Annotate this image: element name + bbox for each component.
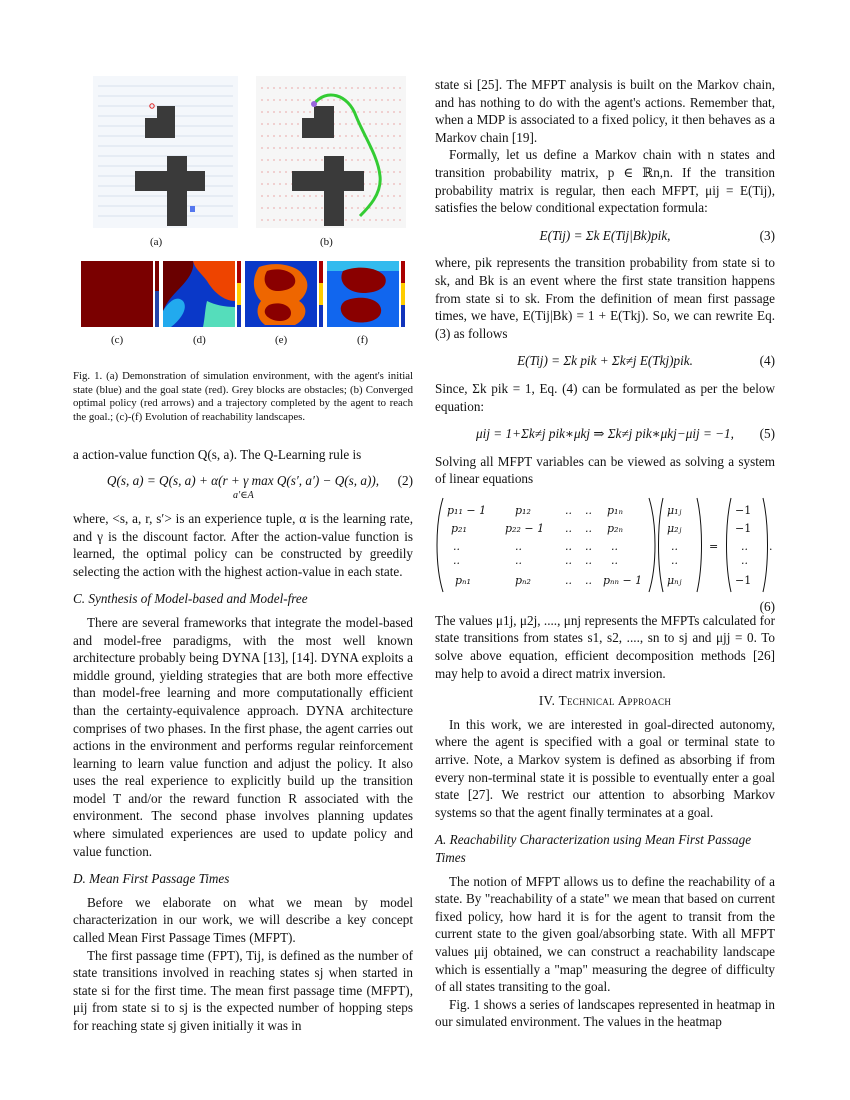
figure-panel-e: [245, 261, 323, 327]
svg-text:p₁₂: p₁₂: [515, 503, 531, 517]
svg-text:pₙₙ − 1: pₙₙ − 1: [603, 573, 643, 587]
svg-text:=: =: [709, 539, 719, 553]
svg-text:..: ..: [741, 553, 748, 567]
svg-text:−1: −1: [735, 573, 752, 587]
svg-text:..: ..: [453, 539, 460, 553]
right-paragraph-9: Fig. 1 shows a series of landscapes represented in heatmap in our simulated environment. The values in the heatmap: [435, 996, 775, 1030]
left-paragraph-3: There are several frameworks that integrate the model-based and model-free paradigms, with the most well known architecture probably being DYNA [13], [14]. DYNA exploits a middle ground, yielding strategies that are both more effective than model-free learning and more computationally efficient than the certainty-equivalence approach. DYNA architecture comprises of two phases. In the first phase, the agent carries out actions in the environment and performs regular reinforcement learning to learn value function and adjust the policy. It also uses the real experience to explicitly build up the transition model T and/or the reward function R associated with the environment. The second phase involves planning updates where simulated experiences are used to update policy and value function.: [73, 614, 413, 859]
svg-text:pₙ₂: pₙ₂: [515, 573, 531, 587]
equation-2: [73, 472, 413, 502]
equation-4-body: E(Tij) = Σk pik + Σk≠j E(Tkj)pik.: [517, 353, 693, 369]
svg-text:..: ..: [611, 553, 618, 567]
svg-text:p₁₁ − 1: p₁₁ − 1: [447, 503, 487, 517]
equation-2-body: Q(s, a) = Q(s, a) + α(r + γ max Q(s′, a′) − Q(s, a)),: [106, 472, 380, 488]
equation-6-number: (6): [759, 598, 775, 614]
panel-label-d: (d): [193, 334, 206, 346]
svg-text:μ₂ⱼ: μ₂ⱼ: [667, 521, 682, 535]
svg-text:−1: −1: [735, 521, 752, 535]
section-d-heading: D. Mean First Passage Times: [73, 871, 230, 887]
svg-text:..: ..: [585, 521, 592, 535]
svg-text:−1: −1: [735, 503, 752, 517]
left-paragraph-1: a action-value function Q(s, a). The Q-Learning rule is: [73, 447, 362, 463]
svg-text:..: ..: [565, 521, 572, 535]
equation-2-subscript: a′∈A: [233, 489, 254, 501]
panel-label-f: (f): [357, 334, 368, 346]
svg-text:..: ..: [515, 539, 522, 553]
figure-caption: Fig. 1. (a) Demonstration of simulation environment, with the agent's initial state (blue) and the goal state (red). Grey blocks are obstacles; (b) Converged optimal policy (red arrows) and a trajectory completed by the agent to reach the goal.; (c)-(f) Evolution of reachability landscapes.: [73, 370, 413, 423]
figure-panel-d: [163, 261, 241, 327]
svg-text:μₙⱼ: μₙⱼ: [667, 573, 682, 587]
equation-3-number: (3): [759, 227, 775, 243]
figure-panel-b: [256, 76, 406, 228]
matrix-equation: [435, 494, 775, 596]
right-paragraph-5: Solving all MFPT variables can be viewed as solving a system of linear equations: [435, 453, 775, 487]
svg-text:..: ..: [611, 539, 618, 553]
equation-2-number: (2): [397, 472, 413, 488]
section-iv-heading: IV. Technical Approach: [538, 693, 672, 709]
svg-text:pₙ₁: pₙ₁: [455, 573, 471, 587]
svg-text:p₂ₙ: p₂ₙ: [607, 521, 623, 535]
svg-text:..: ..: [585, 573, 592, 587]
left-paragraph-4: Before we elaborate on what we mean by model characterization in our work, we will describe a key concept called Mean First Passage Times (MFPT).: [73, 894, 413, 946]
svg-text:..: ..: [585, 503, 592, 517]
svg-text:..: ..: [671, 553, 678, 567]
right-paragraph-6: The values μ1j, μ2j, ...., μnj represents the MFPTs calculated for state transitions from states s1, s2, ...., sn to sj and μjj = 0. To solve above equation, efficient decomposition methods [26] may help to avoid a direct matrix inversion.: [435, 612, 775, 681]
right-paragraph-8: The notion of MFPT allows us to define the reachability of a state. By "reachability of a state" we mean that based on current fixed policy, how hard it is for the agent to transit from the current state to the given goal/absorbing state. With all MFPT values μij obtained, we can construct a reachability landscape which is essentially a "map" measuring the degree of difficulty of all states transiting to the goal.: [435, 873, 775, 995]
right-paragraph-4: Since, Σk pik = 1, Eq. (4) can be formulated as per the below equation:: [435, 380, 775, 414]
panel-label-b: (b): [320, 236, 333, 248]
svg-text:..: ..: [585, 539, 592, 553]
right-paragraph-2: Formally, let us define a Markov chain with n states and transition probability matrix, p ∈ ℝn,n. If the transition probability matrix is regular, then each MFPT, μij = E(Tij), satisfies the below conditional expectation formula:: [435, 147, 775, 216]
svg-text:..: ..: [515, 553, 522, 567]
svg-text:.: .: [769, 539, 773, 553]
right-paragraph-7: In this work, we are interested in goal-directed autonomy, where the agent is specified with a goal or terminal state to arrive. Note, a Markov system is defined as absorbing if from every non-terminal state it is possible to eventually enter a goal state [27]. We restrict our attention to absorbing Markov systems so that the agent finally terminates at a goal.: [435, 716, 775, 820]
svg-text:p₁ₙ: p₁ₙ: [607, 503, 623, 517]
equation-5-body: μij = 1+Σk≠j pik∗μkj ⇒ Σk≠j pik∗μkj−μij = −1,: [476, 426, 734, 442]
equation-4: [435, 352, 775, 370]
svg-text:p₂₂ − 1: p₂₂ − 1: [505, 521, 545, 535]
figure-panel-f: [327, 261, 405, 327]
equation-5-number: (5): [759, 426, 775, 442]
svg-text:..: ..: [453, 553, 460, 567]
left-column: [73, 76, 413, 1035]
panel-label-c: (c): [111, 334, 124, 346]
equation-5: [435, 425, 775, 443]
svg-text:..: ..: [671, 539, 678, 553]
equation-3: [435, 227, 775, 245]
right-paragraph-1: state si [25]. The MFPT analysis is built on the Markov chain, and has nothing to do with the agent's actions. Remember that, when a MDP is associated to a fixed policy, it then behaves as a Markov chain [19].: [435, 77, 775, 145]
figure-1: [73, 76, 413, 364]
svg-text:μ₁ⱼ: μ₁ⱼ: [667, 503, 682, 517]
svg-text:..: ..: [565, 573, 572, 587]
right-paragraph-3: where, pik represents the transition probability from state si to sk, and Bk is an event where the first state transition happens from state si to sk. From the definition of mean first passage times, we have, E(Tij|Bk) = 1 + E(Tkj). So, we can rewrite Eq. (3) as follows: [435, 255, 775, 341]
equation-3-body: E(Tij) = Σk E(Tij|Bk)pik,: [539, 227, 671, 243]
svg-text:..: ..: [565, 503, 572, 517]
section-a-heading: A. Reachability Characterization using Mean First Passage Times: [435, 832, 752, 865]
svg-text:p₂₁: p₂₁: [451, 521, 467, 535]
panel-label-e: (e): [275, 334, 288, 346]
svg-text:..: ..: [565, 539, 572, 553]
svg-text:..: ..: [585, 553, 592, 567]
section-c-heading: C. Synthesis of Model-based and Model-free: [73, 591, 308, 607]
right-column: [435, 76, 775, 1031]
equation-4-number: (4): [759, 353, 775, 369]
svg-text:..: ..: [565, 553, 572, 567]
figure-panel-c: [81, 261, 159, 327]
figure-panel-a: [93, 76, 238, 228]
equation-6: [435, 494, 775, 612]
left-paragraph-5: The first passage time (FPT), Tij, is defined as the number of state transitions involved in reaching states sj when started in state si for the first time. The mean first passage time (MFPT), μij from state si to sj is the expected number of hopping steps for reaching state sj given initially it was in: [73, 947, 413, 1033]
left-paragraph-2: where, <s, a, r, s′> is an experience tuple, α is the learning rate, and γ is the discount factor. After the action-value function is learned, the optimal policy can be constructed by greedily selecting the action with the highest action-value in each state.: [73, 510, 413, 579]
panel-label-a: (a): [150, 236, 163, 248]
svg-text:..: ..: [741, 539, 748, 553]
